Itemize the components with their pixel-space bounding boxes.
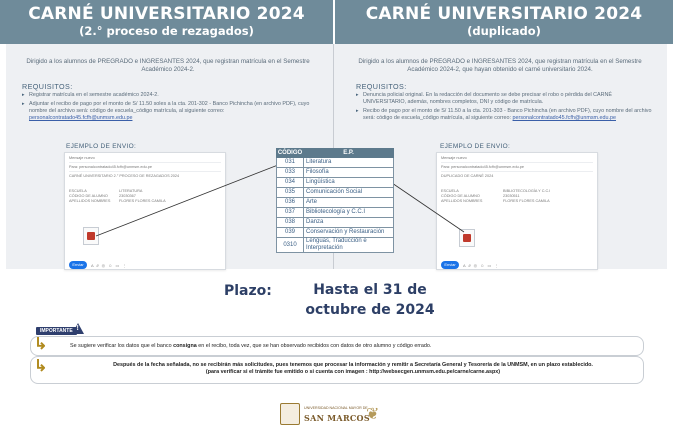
left-requisito-2-text: Adjuntar el recibo de pago por el monto de S/ 11.50 soles a la cta. 201-302 - Banco Pichincha (en archivo PDF), cuyo nombre del archivo será: código de escuela_código matrícula, al siguiente correo:: [29, 101, 310, 114]
right-email-link[interactable]: personalcontratado45.fcfh@unmsm.edu.pe: [512, 115, 616, 121]
important-note-1: Se sugiere verificar los datos que el banco consigna en el recibo, toda vez, que se han observado recibidos con datos de otro alumno y código errado.: [70, 343, 432, 349]
left-email-body-left: ESCUELA CÓDIGO DE ALUMNO APELLIDOS NOMBRES: [69, 189, 111, 203]
left-ejemplo-label: EJEMPLO DE ENVIO:: [66, 143, 137, 150]
arrow-hook-icon-2: ↳: [34, 358, 48, 375]
arrow-hook-icon: ↳: [34, 336, 48, 353]
right-requisito-2-text: Recibo de pago por el monto de S/ 11.50 a la cta. 201-303 - Banco Pichincha (en archivo PDF), cuyo nombre del archivo será: código de escuela_código matrícula, al siguiente correo:: [363, 108, 652, 121]
left-email-to: Para: personalcontratado45.fcfh@unmsm.edu.pe: [69, 165, 153, 169]
right-connector-line: [392, 183, 464, 232]
table-row: 033 Filosofía: [277, 168, 394, 178]
ep-table-header-row: [277, 149, 394, 158]
left-requisito-1: ▸ Registrar matrícula en el semestre académico 2024-2.: [22, 92, 318, 99]
right-email-body-left: ESCUELA CÓDIGO DE ALUMNO APELLIDOS NOMBRES: [441, 189, 483, 203]
ep-table-header-ep: E.P.: [304, 149, 394, 158]
right-subtitle: (duplicado): [467, 24, 541, 38]
plazo-label: Plazo:: [224, 283, 272, 299]
important-tag: IMPORTANTE: [36, 327, 77, 335]
right-send-button[interactable]: Enviar: [441, 261, 459, 269]
right-email-header: Mensaje nuevo: [441, 156, 467, 160]
right-intro: Dirigido a los alumnos de PREGRADO e INGRESANTES 2024, que registran matrícula en el Semestre Académico 2024-2, que hayan obtenido el carné universitario 2024.: [358, 58, 642, 73]
table-row: 035 Comunicación Social: [277, 188, 394, 198]
table-row: 039 Conservación y Restauración: [277, 228, 394, 238]
left-email-header: Mensaje nuevo: [69, 156, 95, 160]
table-row: 031 Literatura: [277, 158, 394, 168]
right-email-to: Para: personalcontratado45.fcfh@unmsm.edu.pe: [441, 165, 525, 169]
table-row: 037 Bibliotecología y C.C.I: [277, 208, 394, 218]
table-row: 0310 Lenguas, Traducción e Interpretación: [277, 238, 394, 253]
right-email-body-right: BIBLIOTECOLOGÍA Y C.C.I 23030511 FLORES FLORES CAMILA: [503, 189, 551, 203]
left-subtitle: (2.° proceso de rezagados): [79, 24, 254, 38]
left-title: CARNÉ UNIVERSITARIO 2024: [28, 4, 305, 24]
left-connector-line: [96, 165, 278, 236]
left-email-link[interactable]: personalcontratado45.fcfh@unmsm.edu.pe: [29, 115, 133, 121]
logo-name-text: SAN MARCOS: [304, 413, 370, 423]
left-email-toolbar: A ∂ ◎ ☺ ▭ ⋮: [91, 263, 128, 268]
bird-emblem-icon: ❦: [366, 406, 380, 423]
left-email-body-right: LITERATURA 23030367 FLORES FLORES CAMILA: [119, 189, 166, 203]
ep-table-header-code: CÓDIGO: [277, 150, 303, 156]
right-requisito-1: ▸ Denuncia policial original. En la redacción del documento se debe precisar el robo o pérdida del CARNÉ UNIVERSITARIO, además, nombres completos, DNI y código de matrícula.: [356, 92, 656, 106]
left-intro: Dirigido a los alumnos de PREGRADO e INGRESANTES 2024, que registran matrícula en el Semestre Académico 2024-2.: [26, 58, 310, 73]
right-requisitos-title: REQUISITOS:: [356, 82, 407, 91]
plazo-value-line2: octubre de 2024: [305, 302, 435, 318]
left-email-subject: CARNÉ UNIVERSITARIO 2.° PROCESO DE REZAGADOS 2024: [69, 174, 180, 178]
right-ejemplo-label: EJEMPLO DE ENVIO:: [440, 143, 511, 150]
plazo-value-line1: Hasta el 31 de: [313, 282, 427, 298]
table-row: 038 Danza: [277, 218, 394, 228]
right-email-subject: DUPLICADO DE CARNÉ 2024: [441, 174, 494, 178]
ep-code-table: [276, 148, 394, 253]
left-send-button[interactable]: Enviar: [69, 261, 87, 269]
right-email-toolbar: A ∂ ◎ ☺ ▭ ⋮: [463, 263, 500, 268]
table-row: 034 Lingüística: [277, 178, 394, 188]
table-row: 036 Arte: [277, 198, 394, 208]
logo-small-text: UNIVERSIDAD NACIONAL MAYOR DE: [304, 406, 368, 410]
important-note-2: Después de la fecha señalada, no se recibirán más solicitudes, pues tenemos que procesar la información y remitir a Secretaría General y Tesorería de la UNMSM, en un plazo establecido. (para verificar si el trámite fue emitido o si cuenta con imagen : http://websecgen.unmsm.edu.pe/carne/carne.aspx): [113, 362, 593, 375]
right-title: CARNÉ UNIVERSITARIO 2024: [365, 4, 643, 24]
left-requisitos-title: REQUISITOS:: [22, 82, 73, 91]
